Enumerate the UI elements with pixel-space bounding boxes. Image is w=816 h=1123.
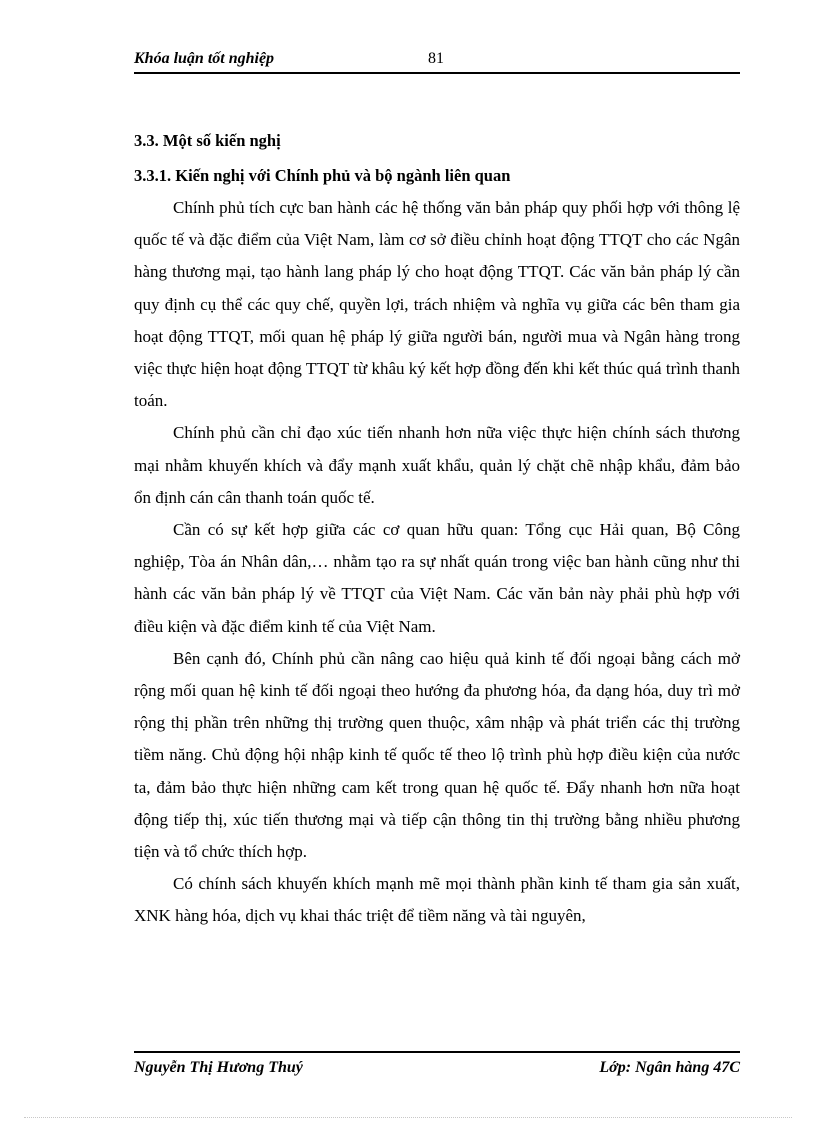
paragraph-2: Chính phủ cần chỉ đạo xúc tiến nhanh hơn nữa việc thực hiện chính sách thương mại nhằm khuyến khích và đẩy mạnh xuất khẩu, quản lý chặt chẽ nhập khẩu, đảm bảo ổn định cán cân thanh toán quốc tế. — [134, 423, 740, 507]
paragraph-3: Cần có sự kết hợp giữa các cơ quan hữu quan: Tổng cục Hải quan, Bộ Công nghiệp, Tòa án Nhân dân,… nhằm tạo ra sự nhất quán trong việc ban hành cũng như thi hành các văn bản pháp lý về TTQT của Việt Nam. Các văn bản này phải phù hợp với điều kiện và đặc điểm kinh tế của Việt Nam. — [134, 520, 740, 636]
footer-author: Nguyễn Thị Hương Thuý — [134, 1059, 303, 1076]
page-content — [134, 126, 740, 933]
paragraph-4: Bên cạnh đó, Chính phủ cần nâng cao hiệu quả kinh tế đối ngoại bằng cách mở rộng mối quan hệ kinh tế đối ngoại theo hướng đa phương hóa, đa dạng hóa, duy trì mở rộng thị phần trên những thị trường quen thuộc, xâm nhập và phát triển các thị trường tiềm năng. Chủ động hội nhập kinh tế quốc tế theo lộ trình phù hợp điều kiện của nước ta, đảm bảo thực hiện những cam kết trong quan hệ quốc tế. Đẩy nhanh hơn nữa hoạt động tiếp thị, xúc tiến thương mại và tiếp cận thông tin thị trường bằng nhiều phương tiện và tổ chức thích hợp. — [134, 648, 740, 862]
section-heading: 3.3. Một số kiến nghị — [134, 131, 281, 150]
paragraph-5: Có chính sách khuyến khích mạnh mẽ mọi thành phần kinh tế tham gia sản xuất, XNK hàng hóa, dịch vụ khai thác triệt để tiềm năng và tài nguyên, — [134, 874, 740, 926]
footer-class: Lớp: Ngân hàng 47C — [599, 1059, 740, 1076]
page-number: 81 — [428, 50, 444, 67]
subsection-heading: 3.3.1. Kiến nghị với Chính phủ và bộ ngành liên quan — [134, 166, 511, 185]
page-header — [134, 48, 740, 74]
header-title: Khóa luận tốt nghiệp — [134, 50, 275, 67]
paragraph-1: Chính phủ tích cực ban hành các hệ thống văn bản pháp quy phối hợp với thông lệ quốc tế và đặc điểm của Việt Nam, làm cơ sở điều chỉnh hoạt động TTQT cho các Ngân hàng thương mại, tạo hành lang pháp lý cho hoạt động TTQT. Các văn bản pháp lý cần quy định cụ thể các quy chế, quyền lợi, trách nhiệm và nghĩa vụ giữa các bên tham gia hoạt động TTQT, mối quan hệ pháp lý giữa người bán, người mua và Ngân hàng trong việc thực hiện hoạt động TTQT từ khâu ký kết hợp đồng đến khi kết thúc quá trình thanh toán. — [134, 198, 740, 411]
page-bottom-divider — [24, 1117, 792, 1118]
page-footer — [134, 1051, 740, 1081]
